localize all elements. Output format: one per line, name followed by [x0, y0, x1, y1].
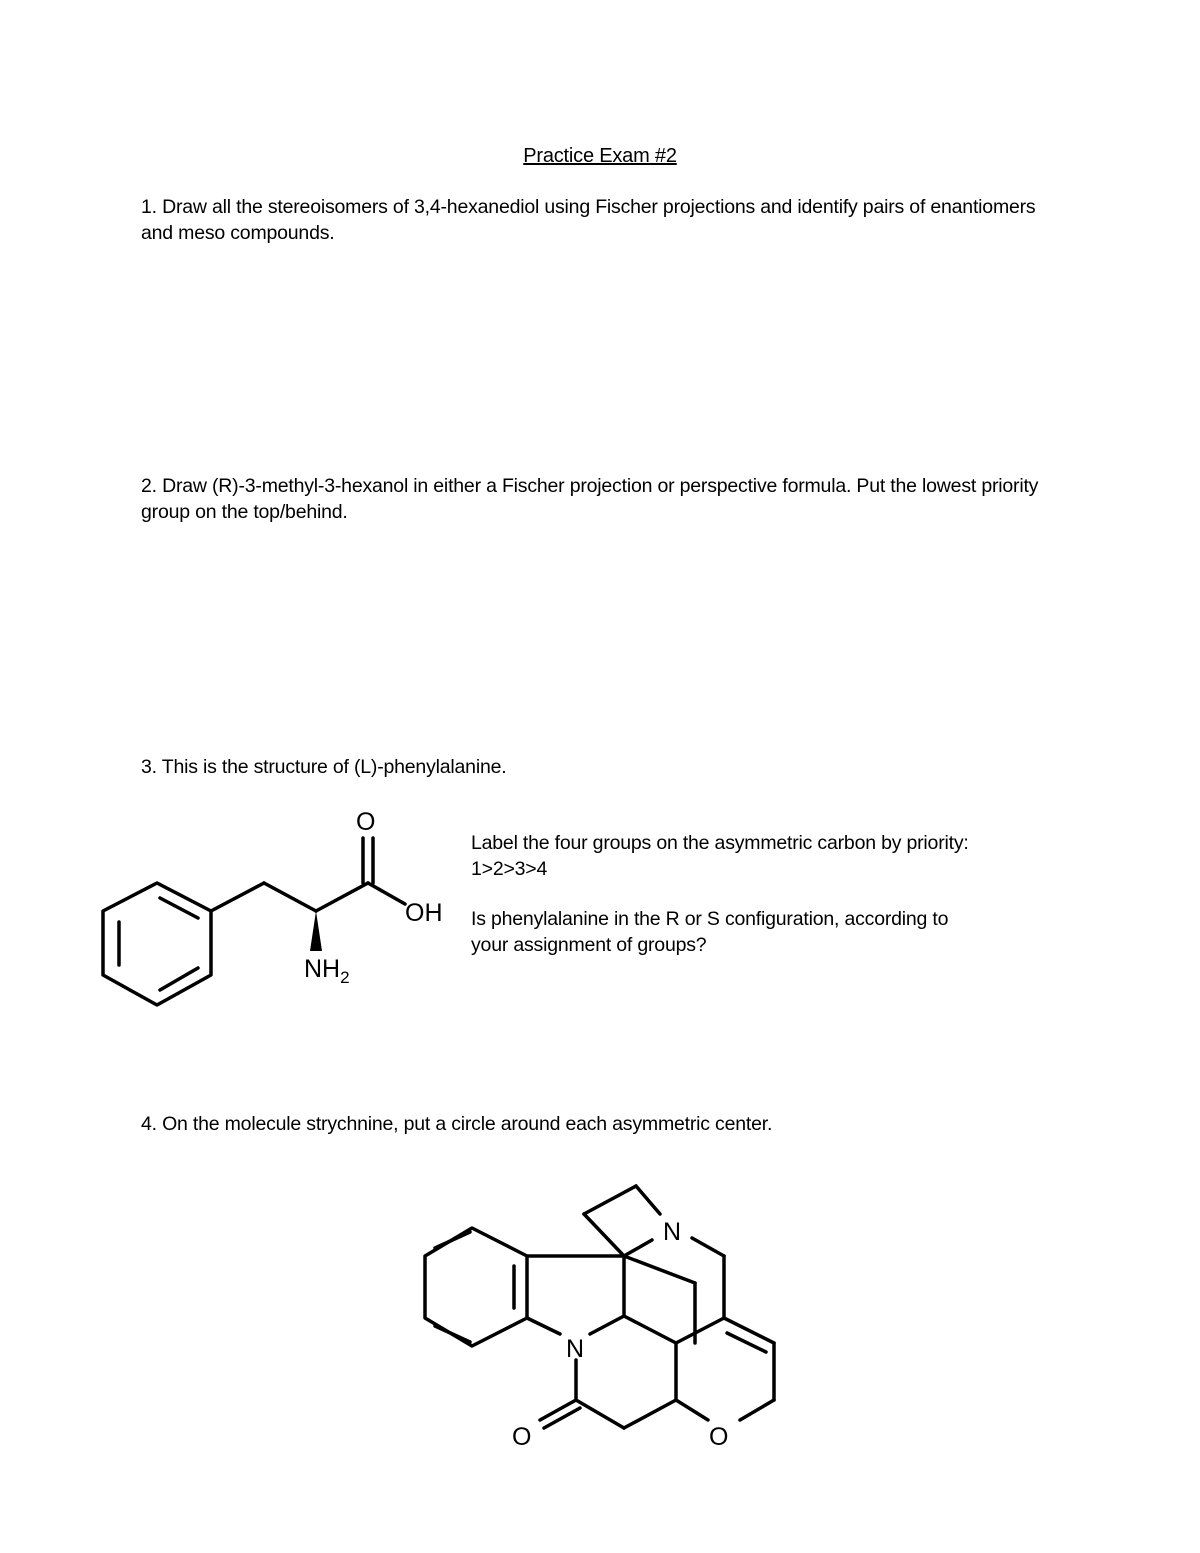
question-3-config-line-2: your assignment of groups? — [471, 934, 707, 956]
atom-oh: OH — [405, 899, 443, 927]
atom-n-mid: N — [566, 1335, 585, 1363]
question-3-label-line-1: Label the four groups on the asymmetric carbon by priority: — [471, 832, 969, 854]
atom-n-top: N — [663, 1218, 682, 1246]
atom-nh: NH — [304, 955, 341, 983]
atom-o-carbonyl: O — [356, 808, 376, 836]
question-3-config-line-1: Is phenylalanine in the R or S configuration, according to — [471, 908, 949, 930]
question-3: 3. This is the structure of (L)-phenylalanine. — [141, 756, 507, 778]
atom-o-ketone: O — [512, 1423, 532, 1451]
strychnine-benzene-double-bond — [435, 1232, 470, 1248]
page-title: Practice Exam #2 — [523, 145, 677, 167]
question-1: 1. Draw all the stereoisomers of 3,4-hexanediol using Fischer projections and identify pairs of enantiomers and meso compounds. — [141, 196, 1036, 244]
atom-nh2-subscript: 2 — [340, 968, 350, 987]
strychnine-benzene-double-bond — [435, 1326, 470, 1342]
question-2: 2. Draw (R)-3-methyl-3-hexanol in either a Fischer projection or perspective formula. Put the lowest priority group on the top/behind. — [141, 475, 1039, 523]
question-3-label-line-2: 1>2>3>4 — [471, 858, 548, 880]
question-4: 4. On the molecule strychnine, put a circle around each asymmetric center. — [141, 1113, 773, 1135]
atom-o-ring: O — [709, 1423, 729, 1451]
